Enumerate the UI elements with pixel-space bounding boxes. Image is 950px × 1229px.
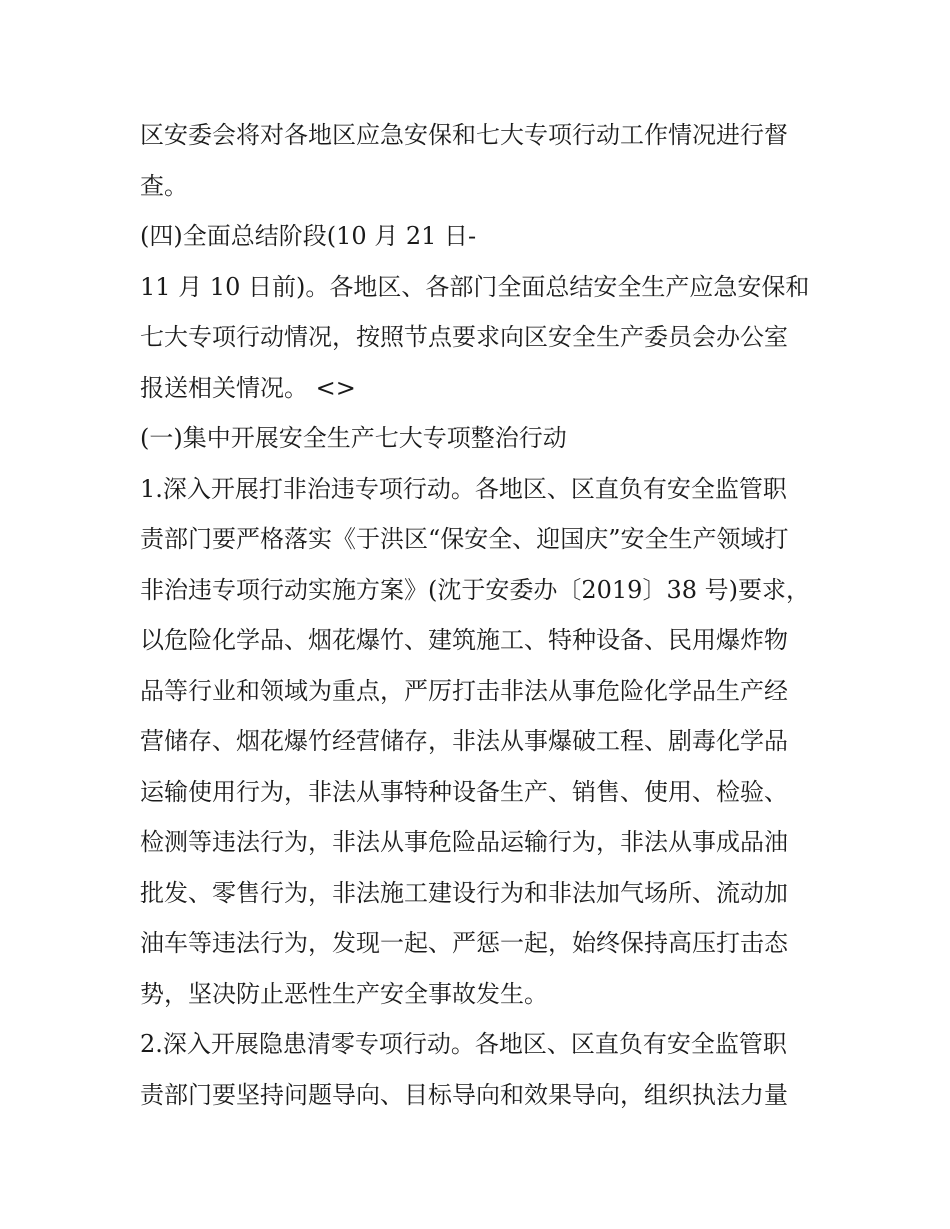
text-line: 运输使用行为，非法从事特种设备生产、销售、使用、检验、 — [140, 777, 788, 806]
text-line: 以危险化学品、烟花爆竹、建筑施工、特种设备、民用爆炸物 — [140, 626, 788, 654]
text-line: 批发、零售行为，非法施工建设行为和非法加气场所、流动加 — [140, 878, 788, 907]
text-line: 营储存、烟花爆竹经营储存，非法从事爆破工程、剧毒化学品 — [140, 727, 788, 755]
section-heading: (四)全面总结阶段(10 月 21 日- — [140, 222, 477, 250]
text-line: 责部门要严格落实《于洪区“保安全、迎国庆”安全生产领域打 — [140, 525, 789, 553]
text-line: 11 月 10 日前)。各地区、各部门全面总结安全生产应急安保和 — [140, 272, 810, 301]
text-line: 1.深入开展打非治违专项行动。各地区、区直负有安全监管职 — [140, 474, 787, 503]
section-heading: (一)集中开展安全生产七大专项整治行动 — [140, 424, 567, 452]
document-body — [140, 110, 820, 1120]
text-line: 势，坚决防止恶性生产安全事故发生。 — [140, 979, 548, 1008]
text-line: 查。 — [140, 171, 188, 200]
text-line: 检测等违法行为，非法从事危险品运输行为，非法从事成品油 — [140, 828, 788, 856]
text-line: 七大专项行动情况，按照节点要求向区安全生产委员会办公室 — [140, 323, 788, 351]
text-line: 责部门要坚持问题导向、目标导向和效果导向，组织执法力量 — [140, 1080, 788, 1109]
text-line: 非治违专项行动实施方案》(沈于安委办〔2019〕38 号)要求， — [140, 575, 810, 604]
text-line: 品等行业和领域为重点，严厉打击非法从事危险化学品生产经 — [140, 676, 788, 705]
text-line: 2.深入开展隐患清零专项行动。各地区、区直负有安全监管职 — [140, 1030, 787, 1058]
text-line: 油车等违法行为，发现一起、严惩一起，始终保持高压打击态 — [140, 929, 788, 957]
text-line: 报送相关情况。 <> — [140, 373, 356, 402]
text-line: 区安委会将对各地区应急安保和七大专项行动工作情况进行督 — [140, 121, 788, 149]
